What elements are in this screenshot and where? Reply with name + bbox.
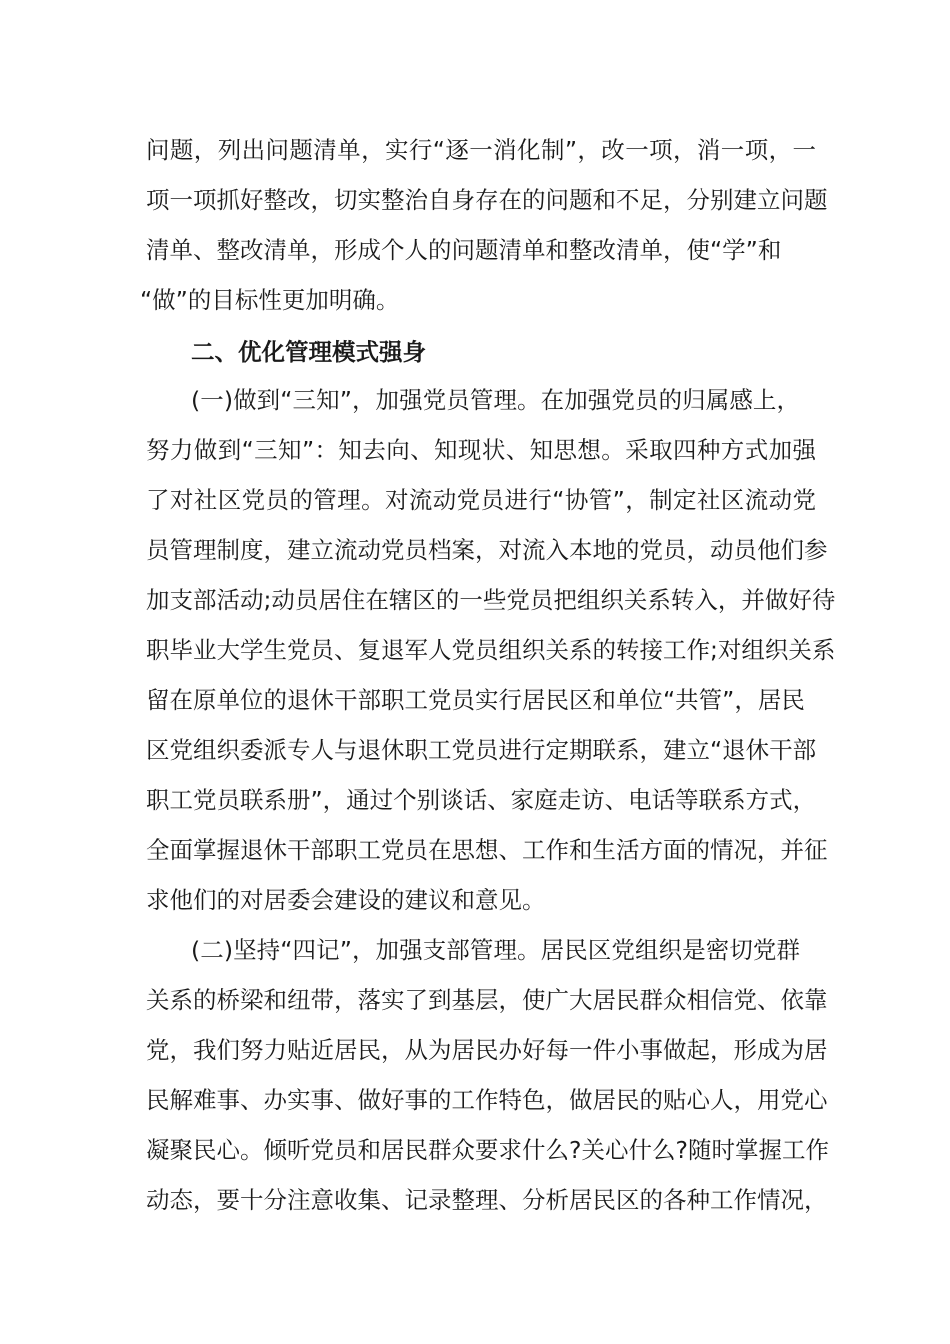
- body-text-line: 动态，要十分注意收集、记录整理、分析居民区的各种工作情况，: [146, 1186, 828, 1214]
- body-text-line: “做”的目标性更加明确。: [140, 286, 400, 314]
- body-text-line: 留在原单位的退休干部职工党员实行居民区和单位“共管”，居民: [146, 686, 805, 714]
- body-text-line: 全面掌握退休干部职工党员在思想、工作和生活方面的情况，并征: [146, 836, 828, 864]
- paragraph-first-line: (二)坚持“四记”，加强支部管理。居民区党组织是密切党群: [191, 936, 800, 964]
- body-text-line: 加支部活动;动员居住在辖区的一些党员把组织关系转入，并做好待: [146, 586, 836, 614]
- body-text-line: 关系的桥梁和纽带，落实了到基层，使广大居民群众相信党、依靠: [146, 986, 828, 1014]
- body-text-line: 职毕业大学生党员、复退军人党员组织关系的转接工作;对组织关系: [146, 636, 836, 664]
- body-text-line: 党，我们努力贴近居民，从为居民办好每一件小事做起，形成为居: [146, 1036, 828, 1064]
- body-text-line: 职工党员联系册”，通过个别谈话、家庭走访、电话等联系方式，: [146, 786, 817, 814]
- body-text-line: 了对社区党员的管理。对流动党员进行“协管”，制定社区流动党: [146, 486, 816, 514]
- body-text-line: 问题，列出问题清单，实行“逐一消化制”，改一项，消一项，一: [146, 136, 816, 164]
- body-text-line: 努力做到“三知”：知去向、知现状、知思想。采取四种方式加强: [146, 436, 816, 464]
- body-text-line: 求他们的对居委会建设的建议和意见。: [146, 886, 546, 914]
- body-text-line: 凝聚民心。倾听党员和居民群众要求什么?关心什么?随时掌握工作: [146, 1136, 829, 1164]
- body-text-line: 清单、整改清单，形成个人的问题清单和整改清单，使“学”和: [146, 236, 782, 264]
- body-text-line: 员管理制度，建立流动党员档案，对流入本地的党员，动员他们参: [146, 536, 828, 564]
- section-heading: 二、优化管理模式强身: [191, 338, 426, 366]
- body-text-line: 区党组织委派专人与退休职工党员进行定期联系，建立“退休干部: [146, 736, 817, 764]
- body-text-line: 项一项抓好整改，切实整治自身存在的问题和不足，分别建立问题: [146, 186, 828, 214]
- paragraph-first-line: (一)做到“三知”，加强党员管理。在加强党员的归属感上，: [191, 386, 800, 414]
- body-text-line: 民解难事、办实事、做好事的工作特色，做居民的贴心人，用党心: [146, 1086, 828, 1114]
